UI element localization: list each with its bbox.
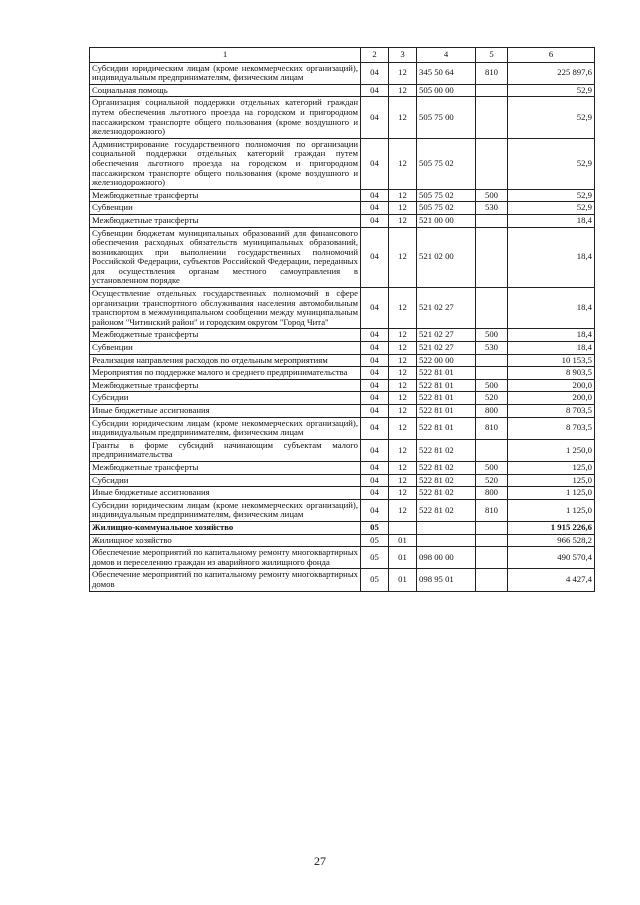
cell-description: Субсидии юридическим лицам (кроме некоммерческих организаций), индивидуальным предпринимателям, физическим лицам [90,417,361,439]
cell-expense-type [476,439,508,461]
cell-subsection: 01 [389,534,417,547]
cell-expense-type [476,547,508,569]
cell-section: 04 [361,288,389,329]
cell-target-article: 522 81 01 [417,405,476,418]
cell-expense-type [476,367,508,380]
cell-expense-type: 530 [476,202,508,215]
cell-subsection: 01 [389,569,417,591]
cell-section: 04 [361,439,389,461]
cell-subsection: 12 [389,379,417,392]
cell-subsection: 12 [389,97,417,138]
cell-expense-type: 520 [476,474,508,487]
cell-section: 04 [361,474,389,487]
cell-amount: 52,9 [508,84,595,97]
cell-section: 04 [361,499,389,521]
cell-subsection: 12 [389,329,417,342]
page-number: 27 [314,854,326,868]
cell-target-article: 521 02 00 [417,227,476,288]
cell-description: Межбюджетные трансферты [90,461,361,474]
cell-description: Жилищное хозяйство [90,534,361,547]
cell-amount: 125,0 [508,461,595,474]
cell-subsection: 12 [389,474,417,487]
cell-description: Мероприятия по поддержке малого и среднего предпринимательства [90,367,361,380]
cell-description: Субвенции [90,202,361,215]
cell-target-article: 345 50 64 [417,62,476,84]
cell-expense-type [476,288,508,329]
cell-subsection: 12 [389,62,417,84]
cell-subsection: 12 [389,499,417,521]
cell-subsection: 12 [389,367,417,380]
cell-expense-type [476,84,508,97]
cell-subsection: 12 [389,439,417,461]
cell-expense-type [476,97,508,138]
cell-description: Субсидии юридическим лицам (кроме некоммерческих организаций), индивидуальным предпринимателям, физическим лицам [90,62,361,84]
cell-expense-type: 500 [476,379,508,392]
cell-subsection: 12 [389,288,417,329]
cell-description: Социальная помощь [90,84,361,97]
cell-amount: 1 250,0 [508,439,595,461]
table-row [90,329,595,342]
cell-target-article [417,521,476,534]
col-header-amount: 6 [508,48,595,63]
cell-subsection: 12 [389,138,417,189]
table-row [90,461,595,474]
cell-amount: 125,0 [508,474,595,487]
cell-description: Жилищно-коммунальное хозяйство [90,521,361,534]
table-row [90,405,595,418]
cell-description: Межбюджетные трансферты [90,214,361,227]
cell-amount: 8 903,5 [508,367,595,380]
cell-target-article: 505 75 02 [417,138,476,189]
table-row [90,379,595,392]
cell-amount: 200,0 [508,379,595,392]
cell-expense-type [476,214,508,227]
cell-section: 04 [361,62,389,84]
cell-target-article: 505 75 00 [417,97,476,138]
cell-target-article: 521 02 27 [417,288,476,329]
table-row [90,547,595,569]
table-row [90,214,595,227]
cell-subsection: 12 [389,227,417,288]
cell-description: Администрирование государственного полномочия по организации социальной поддержки отдельных категорий граждан путем обеспечения льготного проезда на городском и пригородном пассажирском транспорте общего пользования (кроме воздушного и железнодорожного) [90,138,361,189]
cell-amount: 18,4 [508,214,595,227]
cell-amount: 966 528,2 [508,534,595,547]
cell-section: 04 [361,138,389,189]
cell-section: 04 [361,84,389,97]
cell-section: 04 [361,354,389,367]
cell-description: Субвенции бюджетам муниципальных образований для финансового обеспечения расходных обязательств муниципальных образований, возникающих при выполнении государственных полномочий Российской Федерации, субъектов Российской Федерации, переданных для осуществления органам местного самоуправления в установленном порядке [90,227,361,288]
cell-description: Межбюджетные трансферты [90,189,361,202]
cell-expense-type: 530 [476,342,508,355]
cell-expense-type [476,569,508,591]
budget-table [89,47,595,592]
cell-section: 05 [361,534,389,547]
cell-amount: 18,4 [508,288,595,329]
cell-target-article: 521 02 27 [417,342,476,355]
cell-description: Субвенции [90,342,361,355]
table-row [90,97,595,138]
col-header-subsection: 3 [389,48,417,63]
cell-description: Реализация направления расходов по отдельным мероприятиям [90,354,361,367]
header-row [90,48,595,63]
cell-subsection: 12 [389,342,417,355]
col-header-description: 1 [90,48,361,63]
cell-description: Гранты в форме субсидий начинающим субъектам малого предпринимательства [90,439,361,461]
cell-section: 04 [361,342,389,355]
cell-subsection: 12 [389,405,417,418]
col-header-section: 2 [361,48,389,63]
cell-amount: 1 125,0 [508,499,595,521]
cell-target-article: 522 81 01 [417,392,476,405]
table-body [90,62,595,591]
cell-expense-type: 500 [476,329,508,342]
cell-amount: 10 153,5 [508,354,595,367]
table-row [90,417,595,439]
cell-amount: 52,9 [508,97,595,138]
table-row [90,138,595,189]
cell-expense-type: 800 [476,487,508,500]
cell-amount: 52,9 [508,202,595,215]
cell-amount: 1 125,0 [508,487,595,500]
cell-description: Межбюджетные трансферты [90,329,361,342]
cell-expense-type [476,354,508,367]
cell-section: 04 [361,417,389,439]
cell-expense-type [476,138,508,189]
cell-subsection: 12 [389,417,417,439]
cell-target-article: 098 00 00 [417,547,476,569]
cell-section: 04 [361,487,389,500]
cell-amount: 8 703,5 [508,417,595,439]
cell-expense-type: 810 [476,62,508,84]
cell-target-article: 505 75 02 [417,189,476,202]
cell-subsection: 12 [389,354,417,367]
cell-description: Субсидии [90,392,361,405]
cell-amount: 4 427,4 [508,569,595,591]
cell-subsection: 12 [389,189,417,202]
cell-section: 04 [361,461,389,474]
cell-amount: 200,0 [508,392,595,405]
cell-description: Осуществление отдельных государственных полномочий в сфере организации транспортного обслуживания населения автомобильным транспортом в межмуниципальном сообщении между муниципальным районом "Читинский район" и городским округом "Город Чита" [90,288,361,329]
cell-target-article: 505 00 00 [417,84,476,97]
cell-expense-type: 500 [476,461,508,474]
table-row [90,439,595,461]
cell-section: 04 [361,97,389,138]
cell-description: Межбюджетные трансферты [90,379,361,392]
cell-expense-type: 500 [476,189,508,202]
cell-target-article: 522 00 00 [417,354,476,367]
cell-subsection: 12 [389,202,417,215]
table-row [90,342,595,355]
cell-subsection: 12 [389,84,417,97]
cell-expense-type [476,521,508,534]
cell-subsection: 12 [389,487,417,500]
table-row [90,227,595,288]
table-row [90,474,595,487]
table-row [90,354,595,367]
cell-section: 04 [361,405,389,418]
cell-amount: 18,4 [508,329,595,342]
cell-section: 04 [361,329,389,342]
cell-target-article: 522 81 02 [417,487,476,500]
cell-target-article: 522 81 01 [417,367,476,380]
cell-amount: 225 897,6 [508,62,595,84]
table-row [90,487,595,500]
cell-target-article: 522 81 02 [417,439,476,461]
cell-expense-type: 810 [476,499,508,521]
table-row [90,499,595,521]
cell-amount: 490 570,4 [508,547,595,569]
cell-description: Организация социальной поддержки отдельных категорий граждан путем обеспечения льготного проезда на городском и пригородном пассажирском транспорте общего пользования (кроме воздушного и железнодорожного) [90,97,361,138]
cell-target-article: 522 81 02 [417,499,476,521]
cell-section: 04 [361,202,389,215]
table-row [90,521,595,534]
cell-expense-type: 810 [476,417,508,439]
table-row [90,62,595,84]
cell-amount: 1 915 226,6 [508,521,595,534]
cell-target-article: 521 00 00 [417,214,476,227]
table-row [90,189,595,202]
cell-target-article: 522 81 02 [417,474,476,487]
cell-section: 05 [361,569,389,591]
cell-amount: 8 703,5 [508,405,595,418]
cell-subsection: 12 [389,392,417,405]
cell-description: Обеспечение мероприятий по капитальному ремонту многоквартирных домов [90,569,361,591]
cell-section: 04 [361,189,389,202]
cell-section: 05 [361,547,389,569]
table-row [90,392,595,405]
table-row [90,288,595,329]
table-row [90,534,595,547]
cell-amount: 52,9 [508,138,595,189]
table-row [90,84,595,97]
cell-target-article: 505 75 02 [417,202,476,215]
cell-target-article [417,534,476,547]
cell-section: 04 [361,379,389,392]
cell-expense-type [476,534,508,547]
cell-description: Субсидии [90,474,361,487]
cell-section: 04 [361,227,389,288]
cell-subsection: 12 [389,461,417,474]
cell-description: Иные бюджетные ассигнования [90,405,361,418]
cell-subsection: 01 [389,547,417,569]
cell-target-article: 521 02 27 [417,329,476,342]
col-header-target-article: 4 [417,48,476,63]
cell-target-article: 522 81 01 [417,417,476,439]
cell-amount: 52,9 [508,189,595,202]
cell-description: Субсидии юридическим лицам (кроме некоммерческих организаций), индивидуальным предпринимателям, физическим лицам [90,499,361,521]
cell-target-article: 522 81 01 [417,379,476,392]
cell-section: 04 [361,367,389,380]
cell-subsection: 12 [389,214,417,227]
cell-expense-type: 800 [476,405,508,418]
table-row [90,202,595,215]
cell-description: Иные бюджетные ассигнования [90,487,361,500]
cell-target-article: 522 81 02 [417,461,476,474]
cell-expense-type: 520 [476,392,508,405]
col-header-expense-type: 5 [476,48,508,63]
cell-description: Обеспечение мероприятий по капитальному ремонту многоквартирных домов и переселению граждан из аварийного жилищного фонда [90,547,361,569]
cell-target-article: 098 95 01 [417,569,476,591]
cell-subsection [389,521,417,534]
cell-amount: 18,4 [508,342,595,355]
cell-expense-type [476,227,508,288]
cell-section: 04 [361,214,389,227]
cell-section: 04 [361,392,389,405]
table-row [90,367,595,380]
table-row [90,569,595,591]
cell-amount: 18,4 [508,227,595,288]
cell-section: 05 [361,521,389,534]
